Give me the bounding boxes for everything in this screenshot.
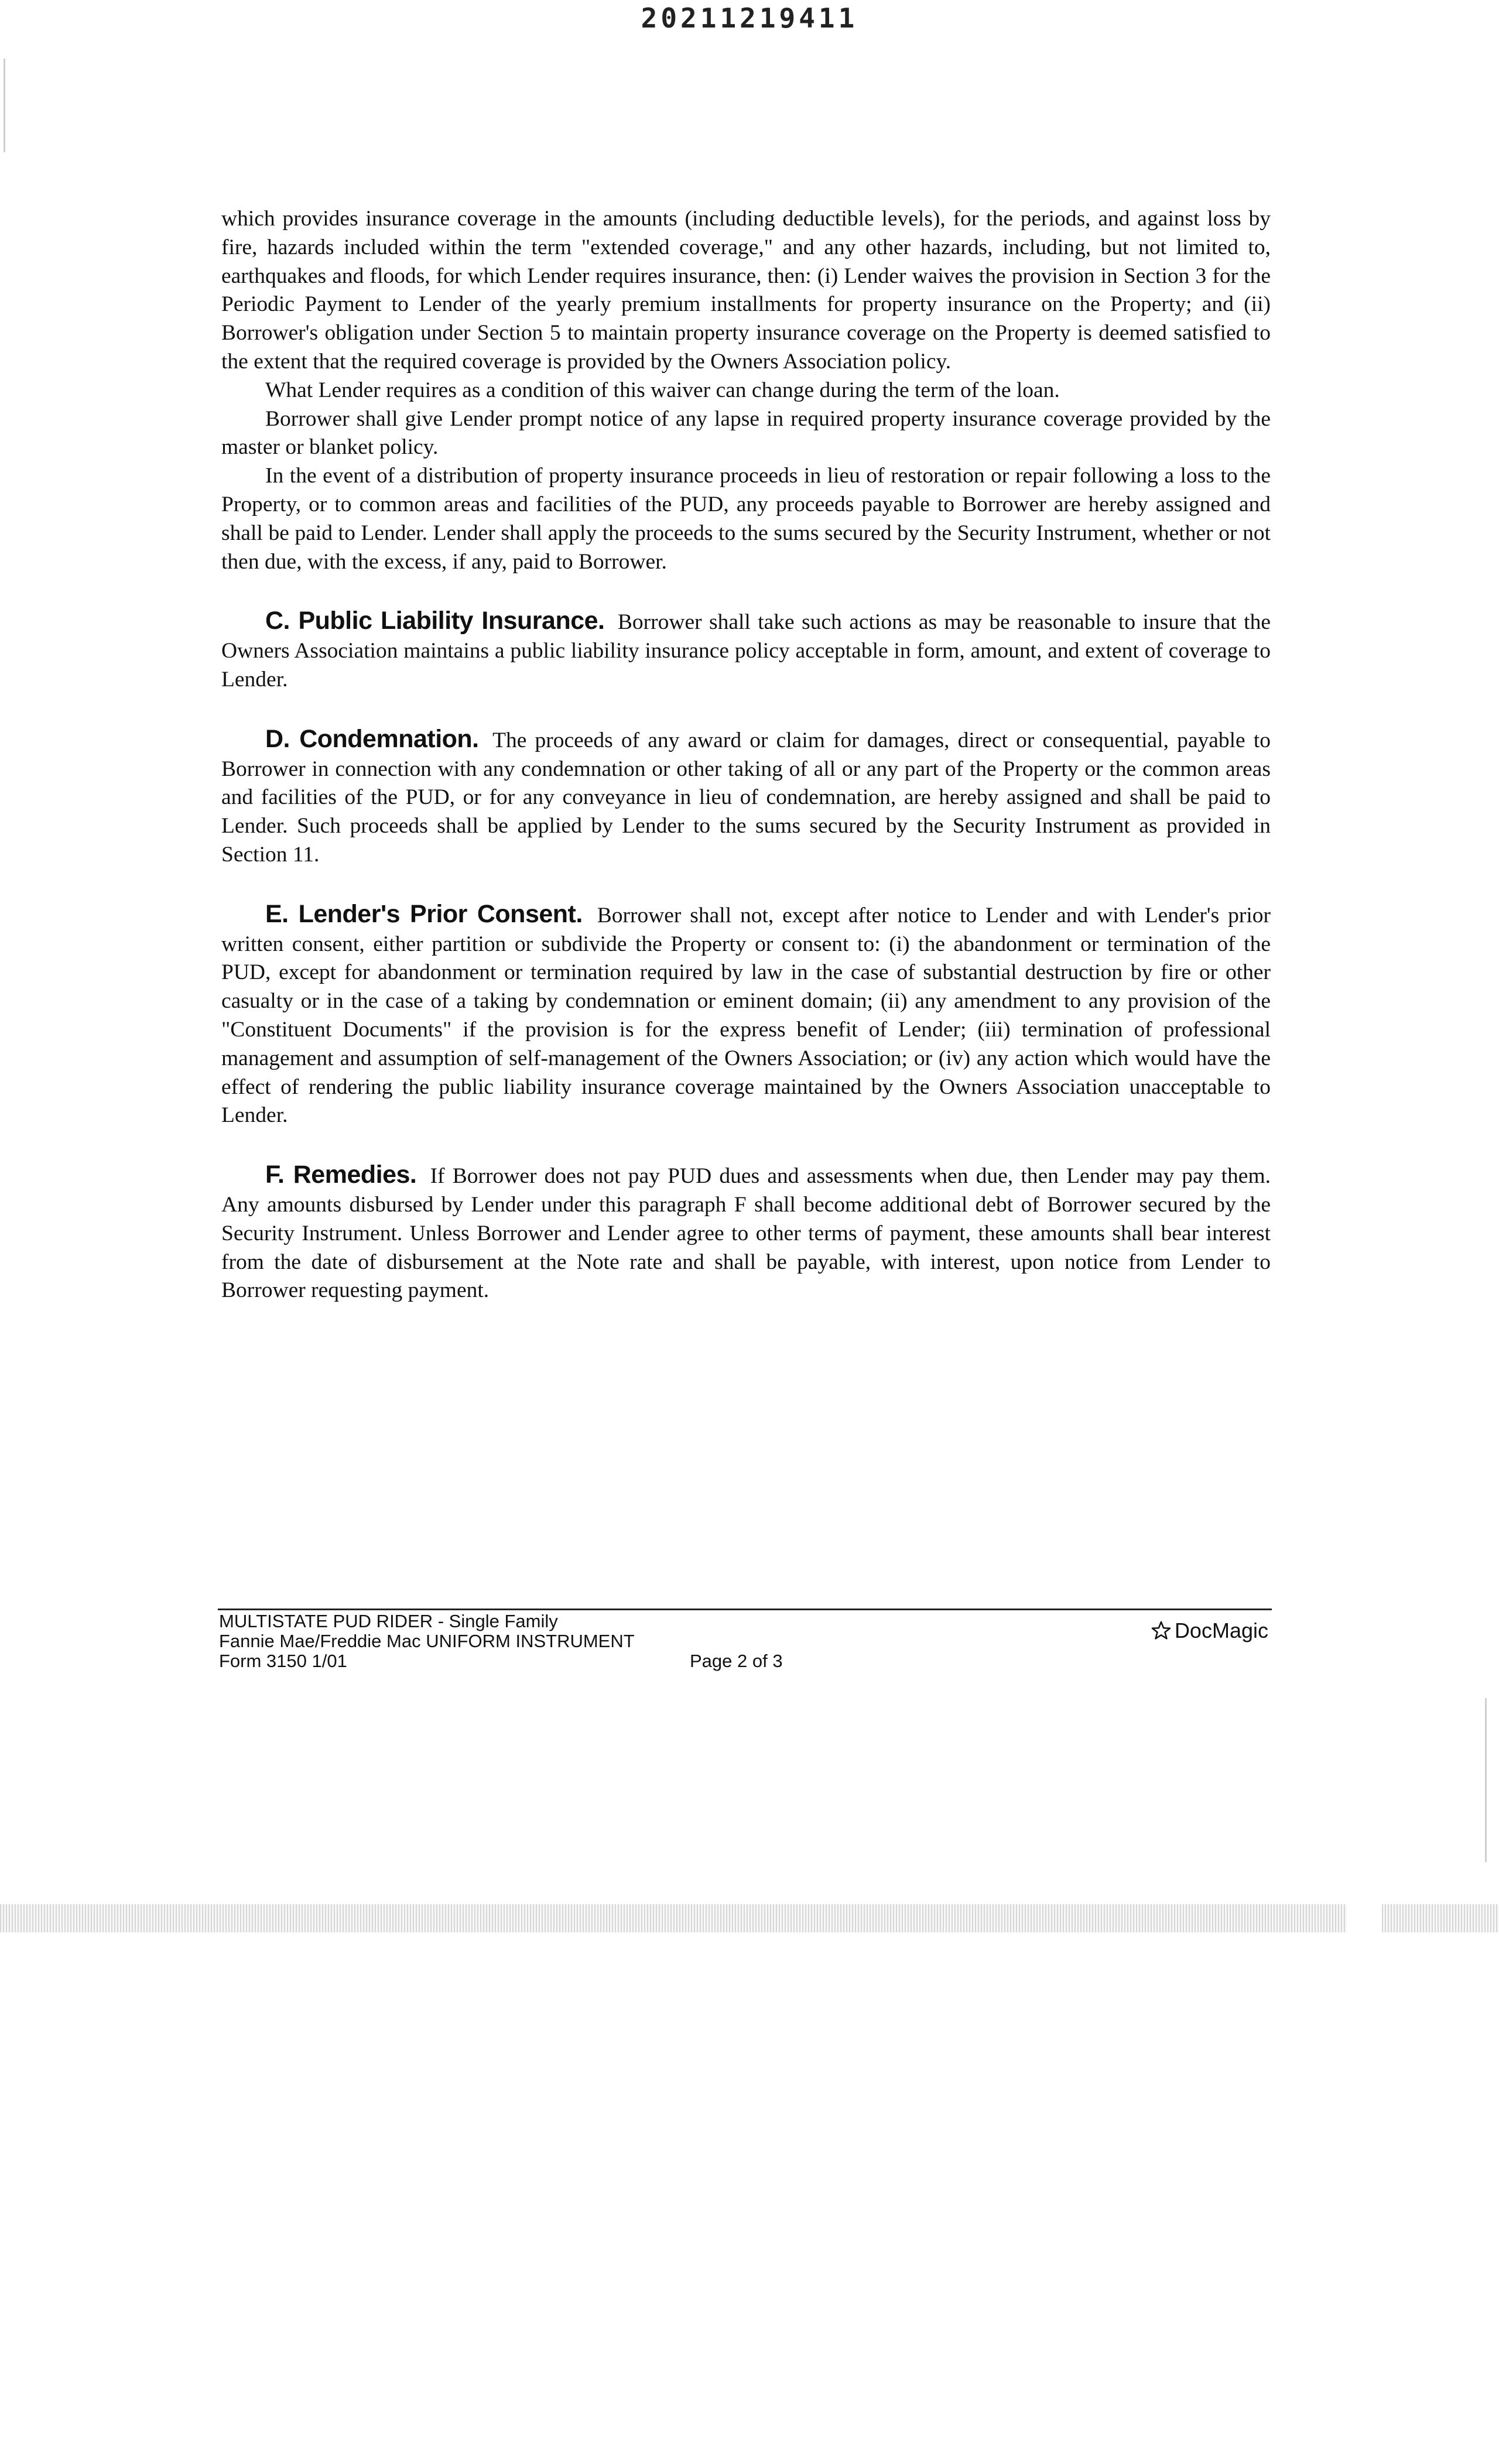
section-d-heading: D. Condemnation.	[265, 724, 479, 753]
waiver-paragraph: What Lender requires as a condition of this waiver can change during the term of the loan.	[265, 378, 1060, 402]
section-e-heading: E. Lender's Prior Consent.	[265, 899, 583, 928]
insurance-distribution-paragraph: In the event of a distribution of property insurance proceeds in lieu of restoration or repair following a loss to the Property, or to common areas and facilities of the PUD, any proceeds payable to Borrower are hereby assigned and shall be paid to Lender. Lender shall apply the proceeds to the sums secured by the Security Instrument, whether or not then due, with the excess, if any, paid to Borrower.	[221, 464, 1271, 574]
section-c	[221, 607, 1271, 694]
intro-paragraph: which provides insurance coverage in the amounts (including deductible levels), for the periods, and against loss by fire, hazards included within the term "extended coverage," and any other hazards, including, but not limited to, earthquakes and floods, for which Lender requires insurance, then: (i) Lender waives the provision in Section 3 for the Periodic Payment to Lender of the yearly premium installments for property insurance on the Property; and (ii) Borrower's obligation under Section 5 to maintain property insurance coverage on the Property is deemed satisfied to the extent that the required coverage is provided by the Owners Association policy.	[221, 207, 1271, 374]
section-f-text: If Borrower does not pay PUD dues and assessments when due, then Lender may pay them. Any amounts disbursed by Lender under this paragraph F shall become additional debt of Borrower secured by the Security Instrument. Unless Borrower and Lender agree to other terms of payment, these amounts shall bear interest from the date of disbursement at the Note rate and shall be payable, with interest, upon notice from Lender to Borrower requesting payment.	[221, 1164, 1271, 1303]
section-d-text: The proceeds of any award or claim for damages, direct or consequential, payable to Borrower in connection with any condemnation or other taking of all or any part of the Property or the common areas and facilities of the PUD, or for any conveyance in lieu of condemnation, are hereby assigned and shall be paid to Lender. Such proceeds shall be applied by Lender to the sums secured by the Security Instrument as provided in Section 11.	[221, 728, 1271, 867]
footer-divider	[218, 1609, 1272, 1610]
lapse-notice-paragraph: Borrower shall give Lender prompt notice of any lapse in required property insurance coverage provided by the master or blanket policy.	[221, 406, 1271, 460]
page-number: Page 2 of 3	[690, 1651, 783, 1671]
document-body	[221, 205, 1271, 1305]
section-c-heading: C. Public Liability Insurance.	[265, 607, 605, 635]
section-f	[221, 1161, 1271, 1305]
brand-name: DocMagic	[1174, 1618, 1268, 1642]
footer-instrument: Fannie Mae/Freddie Mac UNIFORM INSTRUMENT	[219, 1631, 635, 1651]
scan-edge-mark-right	[1485, 1698, 1487, 1862]
section-d	[221, 725, 1271, 870]
section-c-text: Borrower shall take such actions as may be reasonable to insure that the Owners Association maintains a public liability insurance policy acceptable in form, amount, and extent of coverage to Lender.	[221, 610, 1271, 692]
scan-edge-mark-left	[4, 59, 5, 152]
recording-number: 20211219411	[641, 2, 858, 34]
scan-artifact-band	[0, 1904, 1499, 1932]
docmagic-logo	[1150, 1620, 1268, 1642]
section-f-heading: F. Remedies.	[265, 1161, 417, 1189]
footer-form-title: MULTISTATE PUD RIDER - Single Family	[219, 1611, 558, 1631]
form-footer	[219, 1611, 1273, 1682]
section-e-text: Borrower shall not, except after notice to Lender and with Lender's prior written consent, either partition or subdivide the Property or consent to: (i) the abandonment or termination of the PUD, except for abandonment or termination required by law in the case of substantial destruction by fire or other casualty or in the case of a taking by condemnation or eminent domain; (ii) any amendment to any provision of the "Constituent Documents" if the provision is for the express benefit of Lender; (iii) termination of professional management and assumption of self-management of the Owners Association; or (iv) any action which would have the effect of rendering the public liability insurance coverage maintained by the Owners Association unacceptable to Lender.	[221, 903, 1271, 1128]
footer-form-number: Form 3150 1/01	[219, 1651, 347, 1671]
scan-artifact-gap	[1347, 1904, 1382, 1932]
section-e	[221, 900, 1271, 1130]
star-outline-icon	[1150, 1620, 1172, 1642]
